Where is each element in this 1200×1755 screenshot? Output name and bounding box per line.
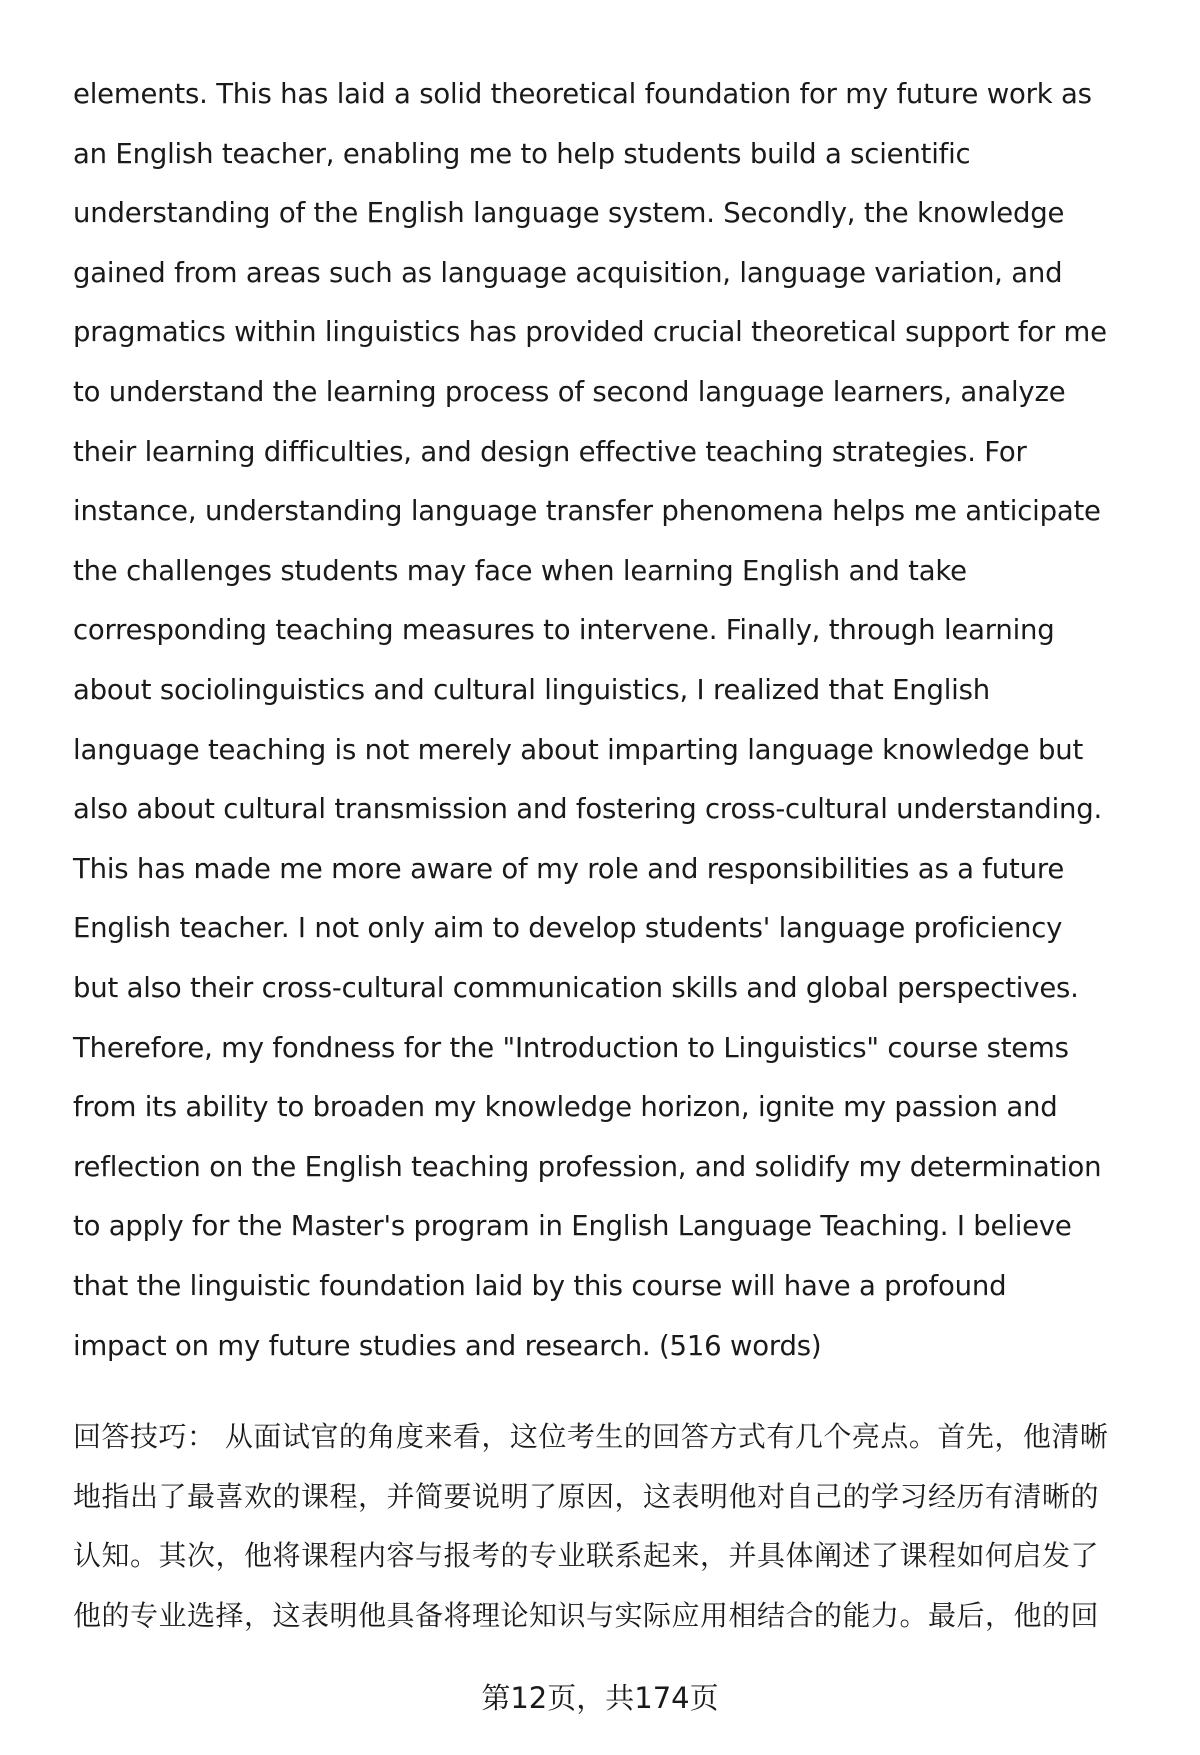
paragraph-line: also about cultural transmission and fostering cross-cultural understanding. (73, 793, 1103, 826)
answer-tips-line: 回答技巧： 从面试官的角度来看，这位考生的回答方式有几个亮点。首先，他清晰 (73, 1420, 1109, 1453)
paragraph-line: English teacher. I not only aim to develop students' language proficiency (73, 912, 1063, 945)
paragraph-line: impact on my future studies and research. (516 words) (73, 1329, 822, 1362)
answer-tips-line: 认知。其次，他将课程内容与报考的专业联系起来，并具体阐述了课程如何启发了 (73, 1539, 1100, 1573)
paragraph-line: but also their cross-cultural communication skills and global perspectives. (73, 972, 1079, 1004)
paragraph-line: This has made me more aware of my role and responsibilities as a future (73, 852, 1065, 885)
paragraph-line: instance, understanding language transfer phenomena helps me anticipate (73, 495, 1101, 528)
paragraph-line: understanding of the English language system. Secondly, the knowledge (73, 197, 1065, 230)
paragraph-line: the challenges students may face when learning English and take (73, 554, 967, 587)
paragraph-line: Therefore, my fondness for the "Introduction to Linguistics" course stems (73, 1031, 1069, 1064)
paragraph-line: about sociolinguistics and cultural linguistics, I realized that English (73, 674, 990, 706)
paragraph-line: their learning difficulties, and design effective teaching strategies. For (73, 435, 1027, 468)
paragraph-line: an English teacher, enabling me to help students build a scientific (73, 137, 971, 170)
paragraph-line: to understand the learning process of second language learners, analyze (73, 376, 1066, 408)
paragraph-line: to apply for the Master's program in English Language Teaching. I believe (73, 1210, 1072, 1243)
paragraph-line: that the linguistic foundation laid by this course will have a profound (73, 1270, 1007, 1302)
paragraph-line: language teaching is not merely about imparting language knowledge but (73, 733, 1084, 766)
paragraph-line: gained from areas such as language acquisition, language variation, and (73, 256, 1063, 289)
answer-tips-line: 他的专业选择，这表明他具备将理论知识与实际应用相结合的能力。最后，他的回 (73, 1598, 1100, 1632)
answer-tips-line: 地指出了最喜欢的课程，并简要说明了原因，这表明他对自己的学习经历有清晰的 (73, 1479, 1100, 1513)
paragraph-line: reflection on the English teaching profession, and solidify my determination (73, 1150, 1102, 1183)
paragraph-line: pragmatics within linguistics has provided crucial theoretical support for me (73, 316, 1107, 349)
paragraph-line: from its ability to broaden my knowledge horizon, ignite my passion and (73, 1091, 1058, 1124)
page-number: 第12页，共174页 (481, 1681, 719, 1715)
paragraph-line: corresponding teaching measures to intervene. Finally, through learning (73, 614, 1055, 647)
paragraph-line: elements. This has laid a solid theoretical foundation for my future work as (73, 78, 1092, 110)
